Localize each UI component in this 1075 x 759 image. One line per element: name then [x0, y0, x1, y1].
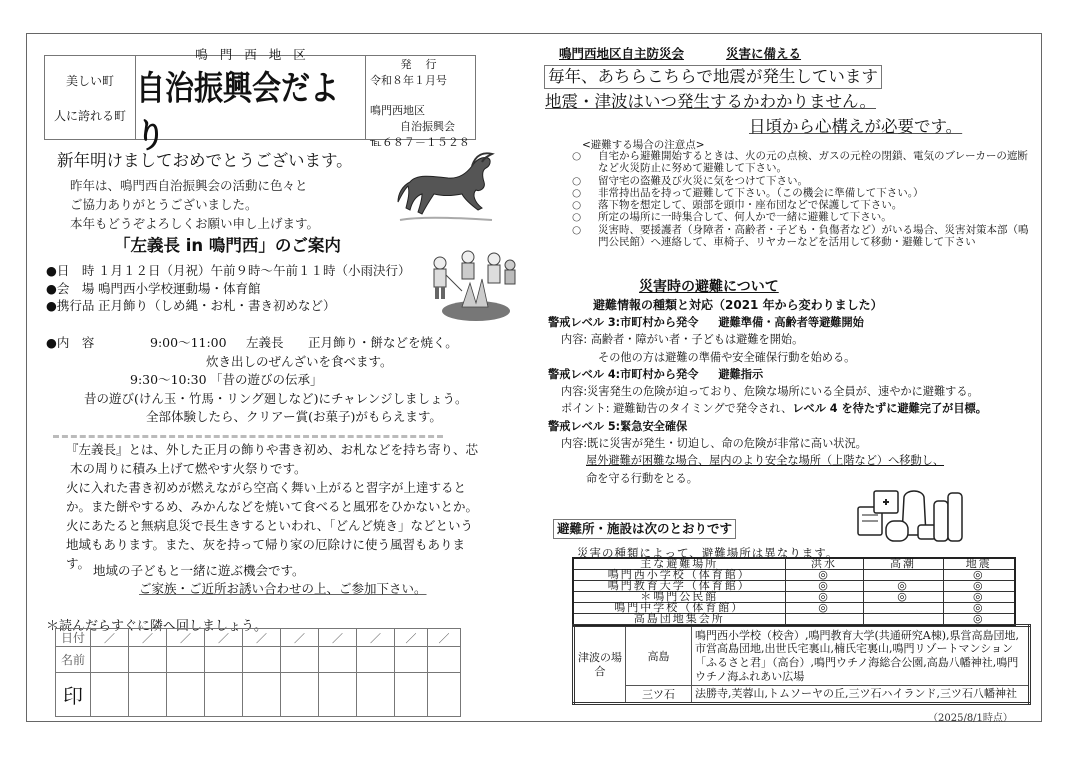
alert-level-3-heading: 警戒レベル 3:市町村から発令 避難準備・高齢者等避難開始 [548, 316, 864, 329]
col-header-storm-surge: 高潮 [863, 558, 943, 570]
explanation-line: 火に入れた書き初めが燃えながら空高く舞い上がると習字が上達すると [66, 480, 467, 495]
flood-mark: ◎ [785, 603, 863, 614]
caution-item [572, 175, 1032, 187]
alert-level-5-content: 内容:既に災害が発生・切迫し、命の危険が非常に高い状況。 [561, 437, 867, 451]
name-cell[interactable] [428, 647, 461, 673]
name-cell[interactable] [319, 647, 357, 673]
shelter-name: 鳴門中学校（体育館） [573, 603, 785, 614]
shelter-name: 鳴門西小学校（体育館） [573, 570, 785, 581]
slogan-line-2: 人に誇れる町 [53, 108, 126, 123]
name-row [56, 647, 461, 673]
greeting-line: ご協力ありがとうございました。 [70, 197, 258, 212]
program-row-2 [46, 371, 468, 390]
seal-cell[interactable] [129, 673, 167, 717]
event-date-label: ●日 時 [46, 263, 95, 278]
flood-mark: ◎ [785, 592, 863, 603]
caution-item [572, 150, 1032, 175]
earthquake-mark: ◎ [943, 581, 1015, 592]
alert-level-4-point: ポイント: 避難勧告のタイミングで発令され、レベル 4 を待たずに避難完了が目標。 [561, 402, 987, 416]
caution-text: 落下物を想定して、頭部を頭巾・座布団などで保護して下さい。 [598, 199, 903, 212]
alert-level-5-content-2: 屋外避難が困難な場合、屋内のより安全な場所（上階など）へ移動し、 [586, 454, 945, 468]
dashed-divider [53, 435, 443, 438]
emergency-kit-illustration-icon [856, 485, 966, 545]
event-content-row [46, 334, 468, 353]
date-cell[interactable]: ／ [167, 629, 205, 647]
tsunami-shelter-table [572, 624, 1031, 705]
caution-text: 自宅から避難開始するときは、火の元の点検、ガスの元栓の閉鎖、電気のブレーカーの遮断など火災防止に努めて避難して下さい。 [598, 150, 1028, 175]
new-year-greeting: 新年明けましておめでとうございます。 [57, 151, 353, 170]
flood-mark: ◎ [785, 581, 863, 592]
event-items-row [46, 297, 411, 315]
caution-item [572, 199, 1032, 211]
shelter-name: 鳴門教育大学（体育館） [573, 581, 785, 592]
shelter-name: ＊鳴門公民館 [573, 592, 785, 603]
explanation-line: 火にあたると無病息災で長生きするといわれ、「どんど焼き」などという [66, 518, 474, 533]
evacuation-subtitle: 避難情報の種類と対応（2021 年から変わりました） [593, 298, 883, 312]
program-desc-2: 炊き出しのぜんざいを食べます。 [206, 353, 393, 369]
circle-bullet-icon: ○ [572, 223, 582, 236]
storm-surge-mark: ◎ [863, 592, 943, 603]
seal-cell[interactable] [91, 673, 129, 717]
name-cell[interactable] [205, 647, 243, 673]
circle-bullet-icon: ○ [572, 199, 582, 212]
seal-cell[interactable] [357, 673, 395, 717]
seal-cell[interactable] [205, 673, 243, 717]
col-header-flood: 洪水 [785, 558, 863, 570]
disaster-org-name: 鳴門西地区自主防災会 [559, 46, 685, 61]
program-item: 「昔の遊びの伝承」 [210, 372, 323, 387]
earthquake-mark: ◎ [943, 614, 1015, 626]
caution-text: 所定の場所に一時集合して、何人かで一緒に避難して下さい。 [598, 211, 892, 224]
alert-level-4-heading: 警戒レベル 4:市町村から発令 避難指示 [548, 367, 764, 381]
seal-cell[interactable] [281, 673, 319, 717]
name-cell[interactable] [281, 647, 319, 673]
alert-level-5-content-3: 命を守る行動をとる。 [586, 471, 698, 485]
circulation-table [55, 628, 461, 717]
explanation-line: 地域もあります。また、灰を持って帰り家の厄除けに使う風習もあります。 [66, 537, 466, 571]
invitation [93, 562, 427, 598]
disaster-section-header [559, 44, 801, 62]
explanation-line: 『左義長』とは、外した正月の飾りや書き初め、お札などを持ち寄り、芯 [66, 442, 479, 457]
earthquake-mark: ◎ [943, 570, 1015, 581]
shelter-name: 高島団地集会所 [573, 614, 785, 626]
horse-illustration-icon [392, 150, 510, 230]
greeting-line: 昨年は、鳴門西自治振興会の活動に色々と [70, 178, 308, 193]
shelter-table [572, 557, 1016, 626]
caution-item [572, 211, 1032, 223]
col-header-earthquake: 地震 [943, 558, 1015, 570]
bonfire-children-illustration-icon [428, 245, 520, 323]
caution-title: <避難する場合の注意点> [582, 139, 705, 151]
masthead-title-block [136, 46, 366, 155]
event-date-value: １月１２日（月祝）午前９時～午前１１時（小雨決行） [98, 263, 411, 278]
event-venue-value: 鳴門西小学校運動場・体育館 [98, 280, 261, 296]
date-cell[interactable]: ／ [395, 629, 428, 647]
publisher-line-1: 鳴門西地区 [370, 104, 425, 117]
date-row [56, 629, 461, 647]
earthquake-mark: ◎ [943, 592, 1015, 603]
name-cell[interactable] [91, 647, 129, 673]
program-item: 左義長 [246, 335, 284, 350]
newsletter-title: 自治振興会だより [136, 68, 340, 155]
tsunami-warning: 地震・津波はいつ発生するかわかりません。 [545, 92, 876, 111]
alert-level-3-content: 内容: 高齢者・障がい者・子どもは避難を開始。 [561, 333, 804, 347]
shelter-note: 災害の種類によって、避難場所は異なります。 [577, 546, 839, 560]
phone-number: ℡６８７－１５２８ [370, 136, 470, 149]
date-cell[interactable]: ／ [281, 629, 319, 647]
event-content [46, 334, 468, 427]
area-places: 鳴門西小学校（校舎）,鳴門教育大学(共通研究A棟),県営高島団地,市営高島団地,出世氏宅裏山,楠氏宅裏山,鳴門リゾートマンション「ふるさと君」（高台）,鳴門ウチノ海総合公園,高島八幡神社,鳴門ウチノ海ふれあい広場 [692, 626, 1030, 686]
storm-surge-mark [863, 603, 943, 614]
seal-cell[interactable] [428, 673, 461, 717]
col-header-shelter: 主な避難場所 [573, 558, 785, 570]
caution-text: 非常持出品を持って避難して下さい。（この機会に準備して下さい。） [598, 186, 924, 199]
caution-list [572, 150, 1032, 248]
circle-bullet-icon: ○ [572, 150, 582, 162]
circle-bullet-icon: ○ [572, 211, 582, 224]
seal-row [56, 673, 461, 717]
caution-item [572, 224, 1032, 249]
event-venue-row [46, 280, 411, 298]
event-content-label: ●内 容 [46, 335, 95, 350]
tsunami-row-takashima [574, 626, 1030, 686]
circle-bullet-icon: ○ [572, 186, 582, 199]
preparedness-message: 日頃から心構えが必要です。 [749, 117, 963, 136]
greeting-line: 本年もどうぞよろしくお願い申し上げます。 [70, 216, 320, 231]
greeting-body [70, 176, 319, 233]
flood-mark: ◎ [785, 570, 863, 581]
program-time: 9:00～11:00 [150, 335, 227, 350]
alert-level-5-heading: 警戒レベル 5:緊急安全確保 [548, 419, 688, 433]
name-label: 名前 [56, 647, 91, 673]
caution-text: 留守宅の盗難及び火災に気をつけて下さい。 [598, 174, 808, 187]
sagicho-explanation [66, 440, 486, 573]
area-name: 高島 [626, 626, 692, 686]
program-desc-4: 全部体験したら、クリアー賞(お菓子)がもらえます。 [146, 409, 442, 424]
explanation-line: 木の周りに積み上げて燃やす火祭りです。 [66, 461, 307, 476]
date-cell[interactable]: ／ [357, 629, 395, 647]
name-cell[interactable] [243, 647, 281, 673]
caution-text: 災害時、要援護者（身障者・高齢者・子ども・負傷者など）がいる場合、災害対策本部（鳴門公民館）へ連絡して、車椅子、リヤカーなどを活用して移動・避難して下さい [598, 223, 1029, 249]
masthead [44, 46, 476, 155]
shelter-section-title: 避難所・施設は次のとおりです [553, 519, 736, 539]
circle-bullet-icon: ○ [572, 174, 582, 187]
date-cell[interactable]: ／ [129, 629, 167, 647]
district-name: 鳴門西地区 [195, 46, 318, 62]
program-desc-3: 昔の遊び(けん玉・竹馬・リング廻しなど)にチャレンジしましょう。 [84, 390, 468, 406]
issue-date: 令和８年１月号 [370, 74, 447, 87]
masthead-publisher [366, 56, 475, 149]
event-details [46, 262, 411, 315]
event-title: 「左義長 in 鳴門西」のご案内 [114, 236, 341, 255]
slogan-line-1: 美しい町 [65, 73, 114, 88]
program-desc: 正月飾り・餅などを焼く。 [308, 335, 458, 350]
area-name: 三ツ石 [626, 686, 692, 704]
tsunami-case-label: 津波の場合 [574, 626, 626, 704]
seal-cell[interactable] [319, 673, 357, 717]
name-cell[interactable] [357, 647, 395, 673]
alert-level-3-content-2: その他の方は避難の準備や安全確保行動を始める。 [598, 350, 856, 364]
date-label: 日付 [56, 629, 91, 647]
earthquake-banner: 毎年、あちらこちらで地震が発生しています [544, 65, 882, 89]
tsunami-row-mitsuishi [574, 686, 1030, 704]
event-date-row [46, 262, 411, 280]
name-cell[interactable] [395, 647, 428, 673]
date-cell[interactable]: ／ [205, 629, 243, 647]
alert-level-4-content: 内容:災害発生の危険が迫っており、危険な場所にいる全員が、速やかに避難する。 [561, 385, 979, 399]
alert-levels [548, 314, 987, 487]
seal-cell[interactable] [167, 673, 205, 717]
invitation-line-2: ご家族・ご近所お誘い合わせの上、ご参加下さい。 [139, 581, 427, 596]
area-places: 法勝寺,芙蓉山,トムソーヤの丘,三ツ石ハイランド,三ツ石八幡神社 [692, 686, 1030, 704]
disaster-topic: 災害に備える [726, 46, 802, 61]
earthquake-mark: ◎ [943, 603, 1015, 614]
event-items-value: 正月飾り（しめ縄・お札・書き初めなど） [98, 298, 336, 313]
invitation-line-1: 地域の子どもと一緒に遊ぶ機会です。 [93, 563, 305, 578]
issue-label: 発行 [400, 58, 451, 71]
explanation-line: か。また餅やするめ、みかんなどを焼いて食べると風邪をひかないとか。 [66, 499, 479, 514]
storm-surge-mark: ◎ [863, 581, 943, 592]
seal-label: 印 [56, 673, 91, 717]
name-cell[interactable] [129, 647, 167, 673]
event-items-label: ●携行品 [46, 298, 95, 313]
seal-cell[interactable] [243, 673, 281, 717]
event-venue-label: ●会 場 [46, 280, 95, 296]
circulation-note: ＊読んだらすぐに隣へ回しましょう。 [46, 619, 268, 634]
evacuation-title: 災害時の避難について [639, 279, 779, 295]
caution-item [572, 187, 1032, 199]
date-cell[interactable]: ／ [428, 629, 461, 647]
program-time: 9:30～10:30 [130, 372, 207, 387]
name-cell[interactable] [167, 647, 205, 673]
date-cell[interactable]: ／ [91, 629, 129, 647]
masthead-slogan [45, 56, 136, 139]
date-cell[interactable]: ／ [243, 629, 281, 647]
seal-cell[interactable] [395, 673, 428, 717]
publisher-line-2: 自治振興会 [400, 120, 455, 133]
date-cell[interactable]: ／ [319, 629, 357, 647]
as-of-date: （2025/8/1時点） [928, 713, 1013, 724]
